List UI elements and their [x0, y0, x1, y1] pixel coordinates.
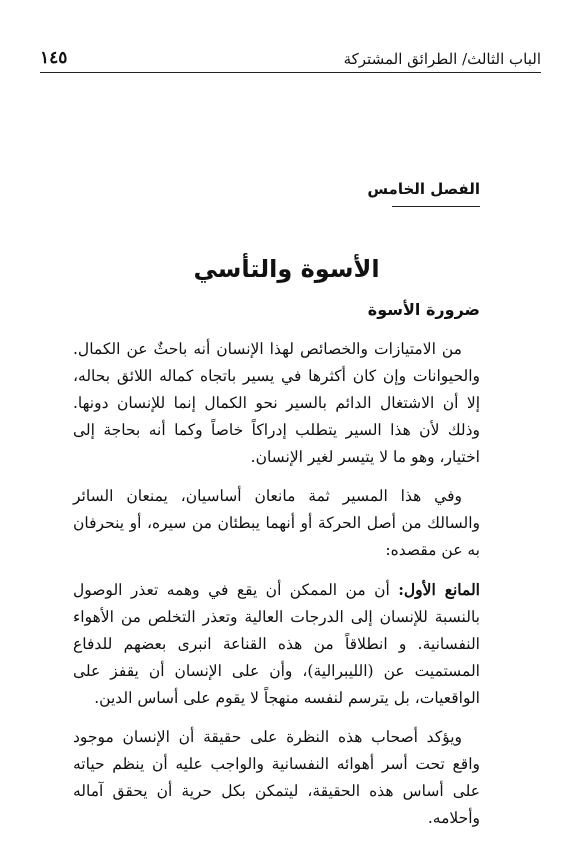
paragraph-4: [73, 724, 480, 832]
paragraph-text: من الامتيازات والخصائص لهذا الإنسان أنه باحثٌ عن الكمال. والحيوانات وإن كان أكثرها في يسير باتجاه كماله اللائق بحاله، إلا أن الاشتغال الدائم بالسير نحو الكمال إنما للإنسان دونها. وذلك لأن هذا السير يتطلب إدراكاً خاصاً وكما أنه بحاجة إلى اختيار، وهو ما لا يتيسر لغير الإنسان.: [73, 340, 480, 466]
chapter-title: الأسوة والتأسي: [193, 255, 380, 283]
chapter-label: الفصل الخامس: [367, 180, 480, 198]
paragraph-1: [73, 336, 480, 471]
paragraph-text: وفي هذا المسير ثمة مانعان أساسيان، يمنعان السائر والسالك من أصل الحركة أو أنهما يبطئان من سيره، أو ينحرفان به عن مقصده:: [73, 487, 480, 559]
running-header-chapter-path: الباب الثالث/ الطرائق المشتركة: [343, 50, 541, 68]
paragraph-3: [73, 576, 480, 712]
chapter-label-underline: [392, 206, 480, 207]
paragraph-text: ويؤكد أصحاب هذه النظرة على حقيقة أن الإنسان موجود واقع تحت أسر أهوائه النفسانية والواجب عليه أن ينظم حياته على أساس هذه الحقيقة، ليتمكن بكل حرية أن يحقق آماله وأحلامه.: [73, 728, 480, 827]
running-header: [40, 44, 541, 68]
paragraph-lead: المانع الأول:: [398, 580, 480, 599]
body-text: [73, 336, 480, 844]
paragraph-text: أن من الممكن أن يقع في وهمه تعذر الوصول بالنسبة للإنسان إلى الدرجات العالية وتعذر التخلص من الأهواء النفسانية. و انطلاقاً من هذه القناعة انبرى بعضهم للدفاع المستميت عن (الليبرالية)، وأن على الإنسان أن يقفز على الواقعيات، بل يترسم لنفسه منهجاً لا يقوم على أساس الدين.: [73, 581, 480, 707]
header-rule: [40, 72, 541, 73]
page-number: ١٤٥: [40, 48, 68, 68]
section-heading: ضرورة الأسوة: [367, 300, 480, 319]
paragraph-2: [73, 483, 480, 564]
